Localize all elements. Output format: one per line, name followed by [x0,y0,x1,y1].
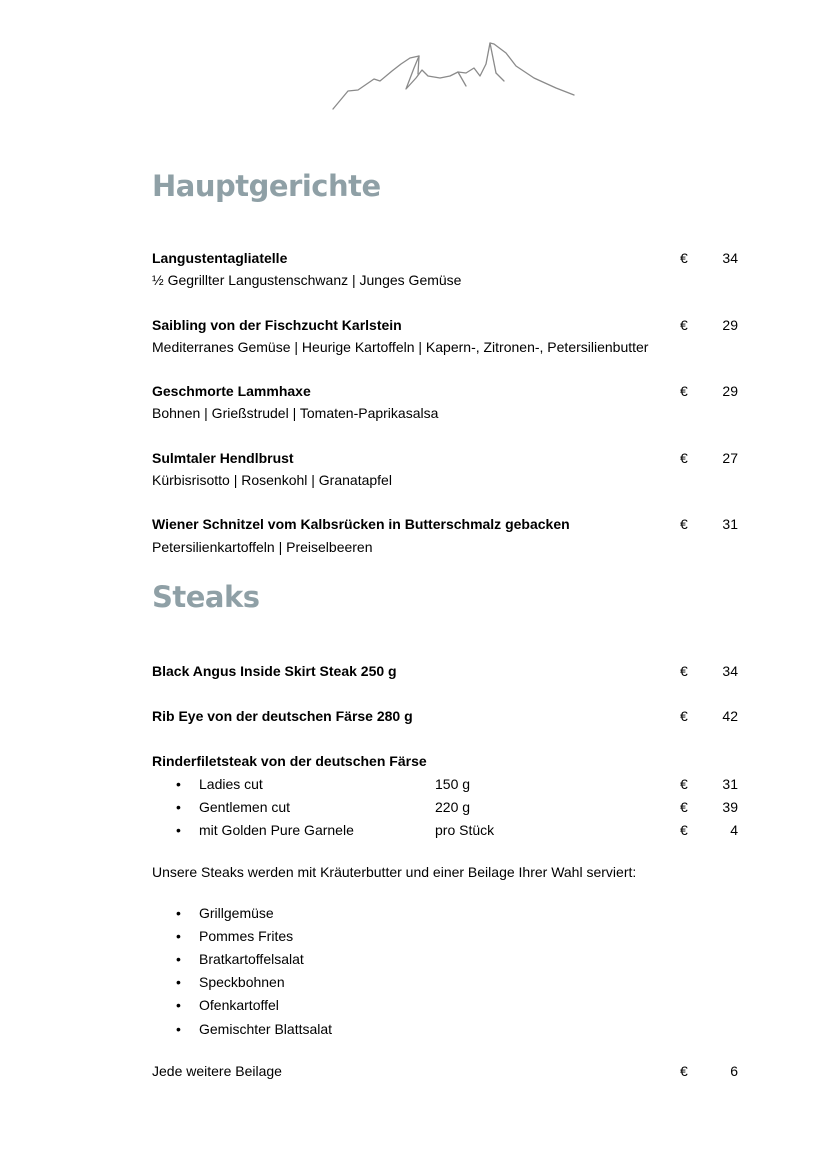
side-item [152,973,738,991]
sides-intro: Unsere Steaks werden mit Kräuterbutter und einer Beilage Ihrer Wahl serviert: [152,864,637,880]
bullet-icon: • [176,951,181,967]
dish-description: Mediterranes Gemüse | Heurige Kartoffeln | Kapern-, Zitronen-, Petersilienbutter [152,339,649,355]
dish-row [152,316,738,334]
side-item [152,927,738,945]
currency-symbol: € [680,799,688,815]
bullet-icon: • [176,974,181,990]
dish-name: Geschmorte Lammhaxe [152,383,311,399]
dish-row [152,249,738,267]
dish-row [152,382,738,400]
steak-row [152,707,738,725]
steak-name: Rinderfiletsteak von der deutschen Färse [152,753,427,769]
dish-description: Kürbisrisotto | Rosenkohl | Granatapfel [152,472,392,488]
cut-label: Ladies cut [199,776,263,792]
bullet-icon: • [176,928,181,944]
cut-label: mit Golden Pure Garnele [199,822,354,838]
currency-symbol: € [680,776,688,792]
side-label: Gemischter Blattsalat [199,1021,333,1037]
extra-side-label: Jede weitere Beilage [152,1063,282,1079]
currency-symbol: € [680,317,688,333]
dish-name: Sulmtaler Hendlbrust [152,450,294,466]
bullet-icon: • [176,997,181,1013]
steak-name: Black Angus Inside Skirt Steak 250 g [152,663,397,679]
side-label: Bratkartoffelsalat [199,951,304,967]
section-title-steaks: Steaks [152,580,260,614]
dish-row [152,449,738,467]
cut-weight: 150 g [435,776,471,792]
bullet-icon: • [176,776,181,792]
currency-symbol: € [680,822,688,838]
side-item [152,1020,738,1038]
side-label: Grillgemüse [199,905,274,921]
cut-row [152,821,738,839]
cut-weight: 220 g [435,799,471,815]
dish-description: ½ Gegrillter Langustenschwanz | Junges Gemüse [152,272,462,288]
bullet-icon: • [176,905,181,921]
cut-label: Gentlemen cut [199,799,291,815]
cut-price: 31 [722,776,738,792]
dish-description: Bohnen | Grießstrudel | Tomaten-Paprikasalsa [152,405,439,421]
cut-row [152,798,738,816]
currency-symbol: € [680,663,688,679]
side-item [152,904,738,922]
currency-symbol: € [680,383,688,399]
bullet-icon: • [176,1021,181,1037]
mountain-logo-icon [330,38,580,113]
side-label: Ofenkartoffel [199,997,279,1013]
currency-symbol: € [680,708,688,724]
steak-row [152,662,738,680]
side-label: Speckbohnen [199,974,285,990]
side-label: Pommes Frites [199,928,294,944]
steak-name: Rib Eye von der deutschen Färse 280 g [152,708,413,724]
extra-side-price: 6 [730,1063,738,1079]
dish-price: 27 [722,450,738,466]
dish-price: 29 [722,317,738,333]
currency-symbol: € [680,516,688,532]
side-item [152,996,738,1014]
extra-side-row [152,1062,738,1080]
dish-name: Saibling von der Fischzucht Karlstein [152,317,402,333]
side-item [152,950,738,968]
steak-price: 42 [722,708,738,724]
bullet-icon: • [176,799,181,815]
dish-price: 31 [722,516,738,532]
currency-symbol: € [680,450,688,466]
bullet-icon: • [176,822,181,838]
cut-price: 39 [722,799,738,815]
currency-symbol: € [680,250,688,266]
dish-name: Wiener Schnitzel vom Kalbsrücken in Butterschmalz gebacken [152,516,570,532]
dish-description: Petersilienkartoffeln | Preiselbeeren [152,539,373,555]
dish-row [152,515,738,533]
dish-price: 34 [722,250,738,266]
cut-price: 4 [730,822,738,838]
cut-weight: pro Stück [435,822,495,838]
cut-row [152,775,738,793]
section-title-hauptgerichte: Hauptgerichte [152,169,381,203]
currency-symbol: € [680,1063,688,1079]
steak-row [152,752,738,770]
dish-name: Langustentagliatelle [152,250,288,266]
steak-price: 34 [722,663,738,679]
dish-price: 29 [722,383,738,399]
